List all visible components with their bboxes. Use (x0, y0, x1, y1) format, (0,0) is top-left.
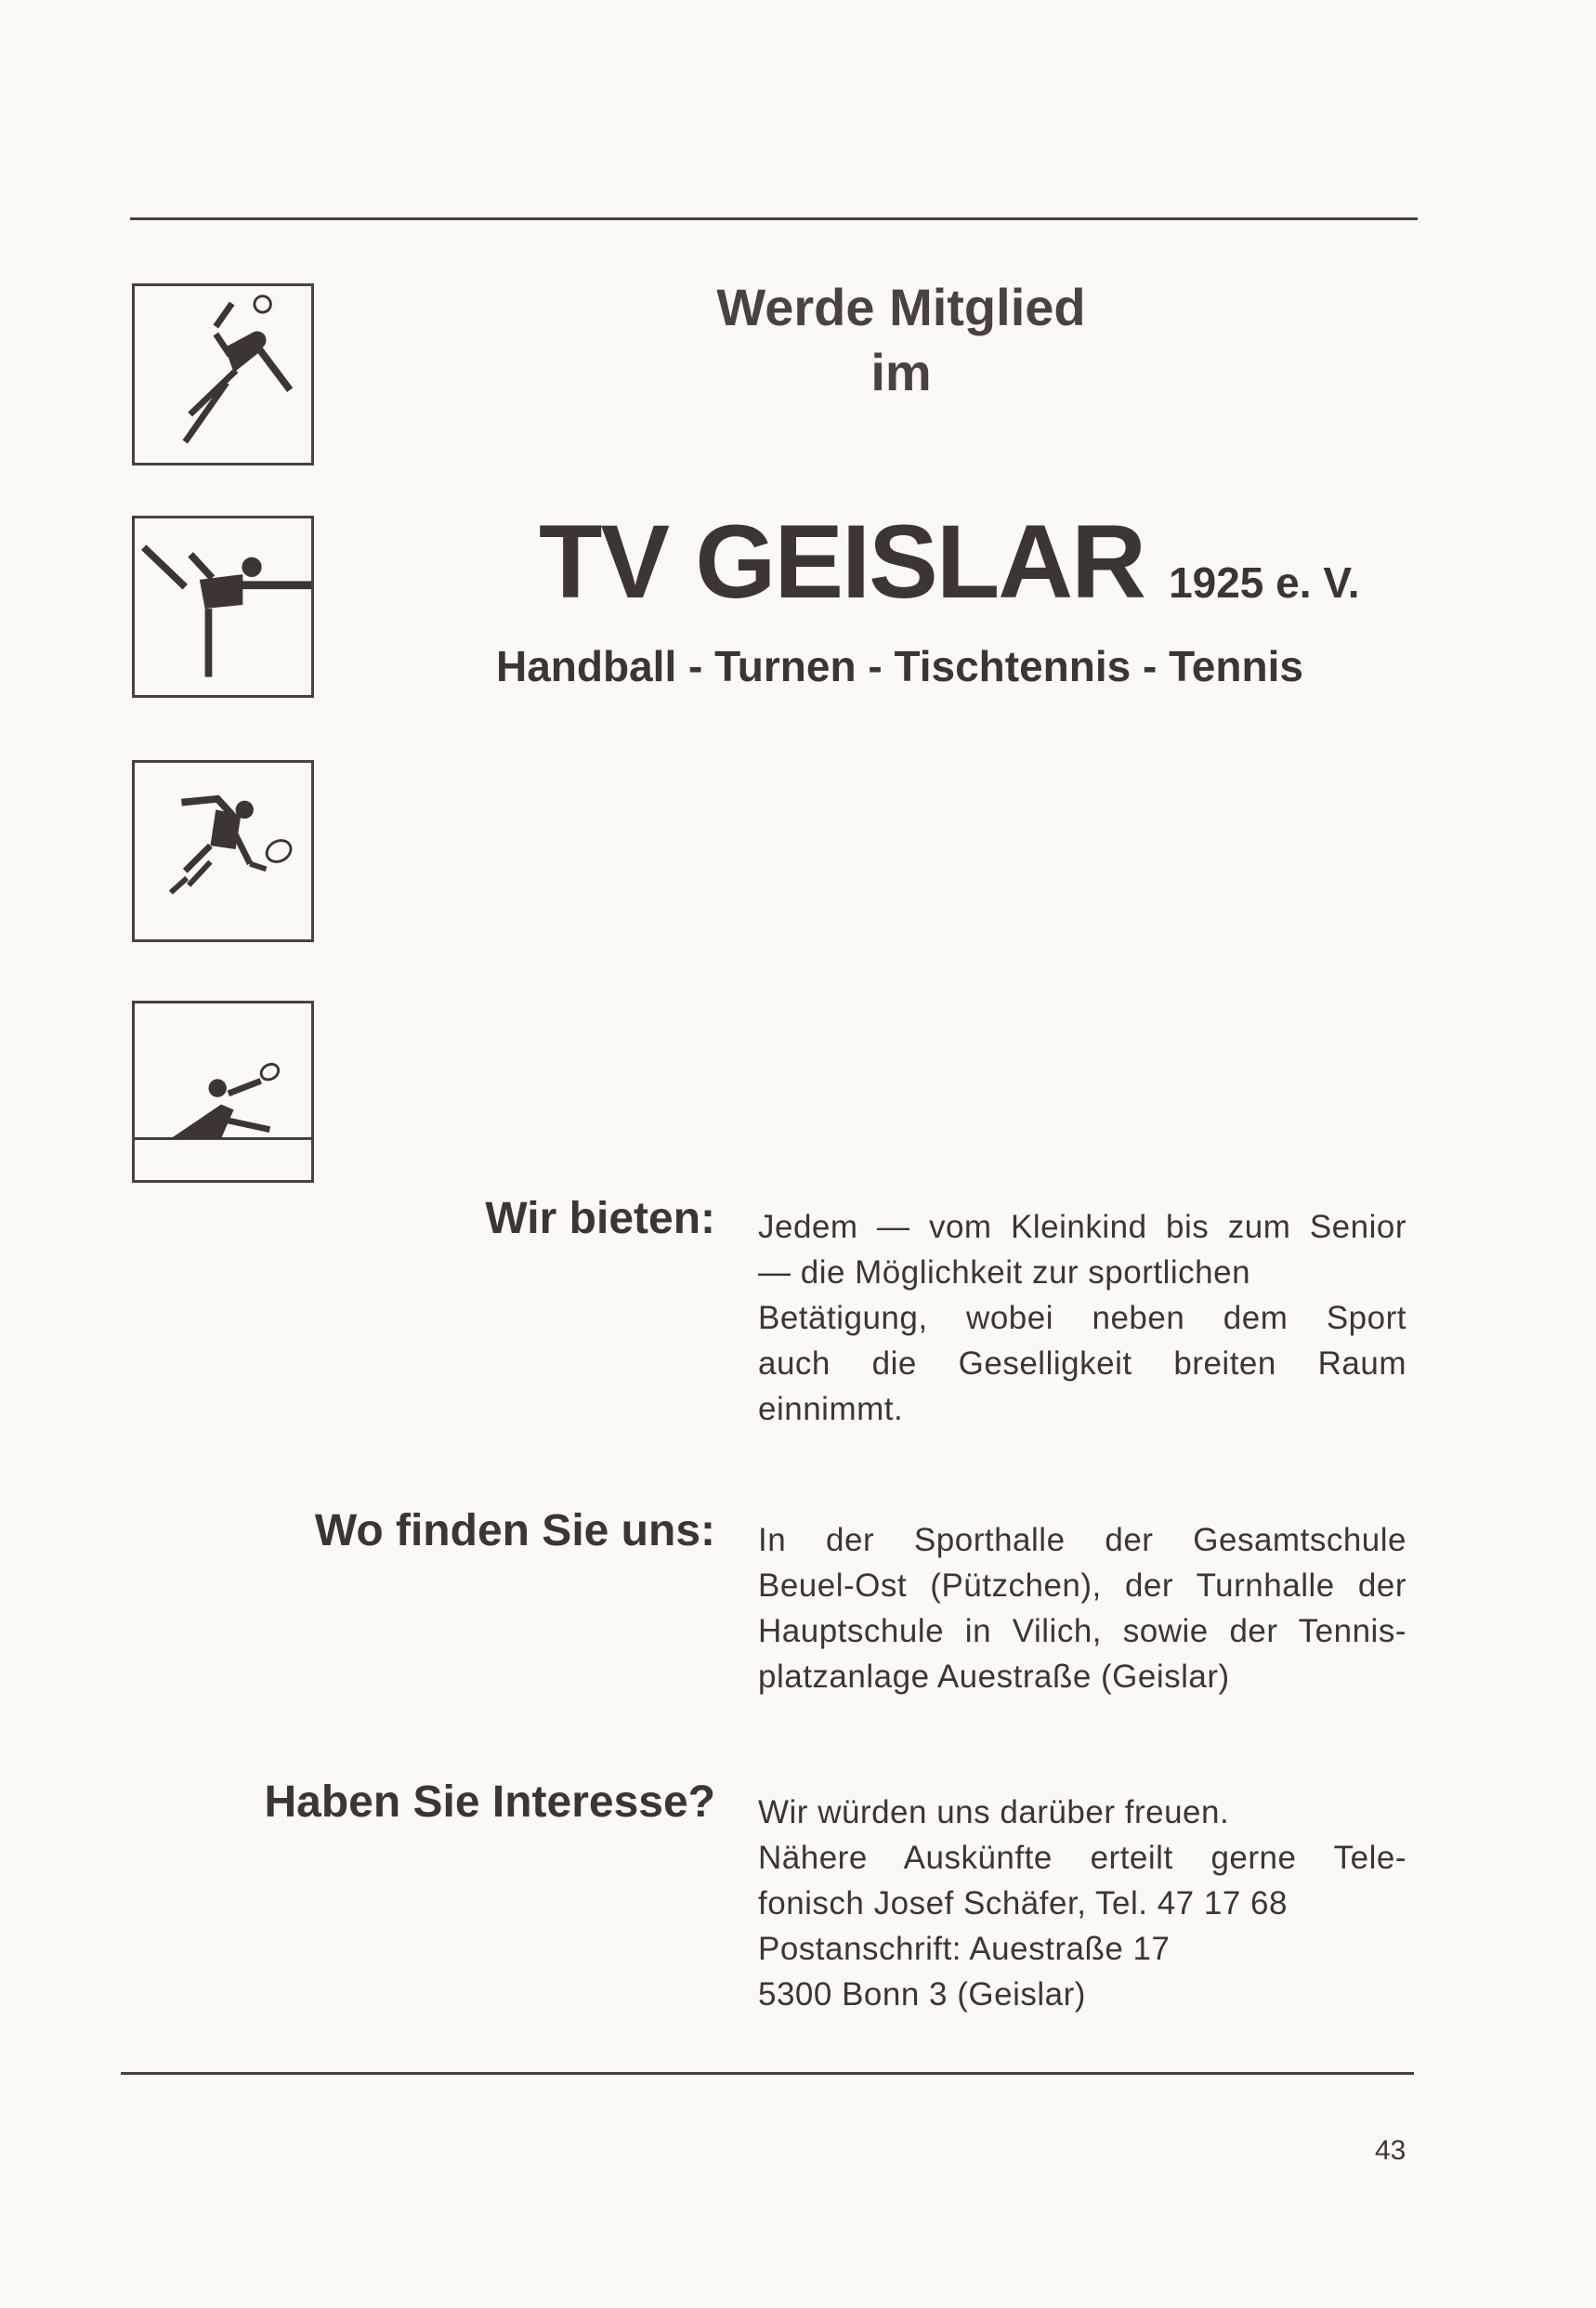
text-line: 5300 Bonn 3 (Geislar) (758, 1976, 1086, 2013)
tennis-icon (132, 760, 314, 942)
text-line: Postanschrift: Auestraße 17 (758, 1931, 1171, 1967)
headline-line-1: Werde Mitglied (716, 278, 1086, 336)
text-line: Nähere Auskünfte erteilt gerne Tele- (758, 1840, 1406, 1876)
table-tennis-icon (132, 1001, 314, 1183)
club-founded: 1925 e. V. (1169, 558, 1360, 607)
section-text-location (758, 1517, 1406, 1699)
section-text-interest (758, 1790, 1406, 2017)
text-line: — die Möglichkeit zur sportlichen (758, 1254, 1251, 1291)
page-number: 43 (1375, 2135, 1406, 2166)
text-line: Wir würden uns darüber freuen. (758, 1794, 1230, 1830)
headline (557, 275, 1245, 405)
text-line: Hauptschule in Vilich, sowie der Tennis- (758, 1613, 1406, 1649)
handball-icon (132, 283, 314, 466)
top-rule (130, 217, 1418, 220)
gymnastics-icon (132, 516, 314, 698)
section-text-offer (758, 1204, 1406, 1432)
text-line: Jedem — vom Kleinkind bis zum Senior (758, 1209, 1406, 1245)
club-name: TV GEISLAR (539, 504, 1145, 620)
text-line: In der Sporthalle der Gesamtschule (758, 1522, 1406, 1558)
headline-line-2: im (870, 343, 932, 401)
text-line: platzanlage Auestraße (Geislar) (758, 1659, 1230, 1695)
bottom-rule (121, 2072, 1414, 2075)
text-line: Betätigung, wobei neben dem Sport (758, 1300, 1406, 1336)
text-line: einnimmt. (758, 1391, 904, 1427)
sports-list: Handball - Turnen - Tischtennis - Tennis (496, 642, 1303, 690)
text-line: auch die Geselligkeit breiten Raum (758, 1345, 1406, 1382)
text-line: fonisch Josef Schäfer, Tel. 47 17 68 (758, 1885, 1288, 1921)
section-label-offer: Wir bieten: (485, 1194, 715, 1243)
club-title (539, 502, 1360, 622)
text-line: Beuel-Ost (Pützchen), der Turnhalle der (758, 1567, 1406, 1604)
section-label-location: Wo finden Sie uns: (314, 1506, 715, 1555)
section-label-interest: Haben Sie Interesse? (264, 1777, 715, 1827)
